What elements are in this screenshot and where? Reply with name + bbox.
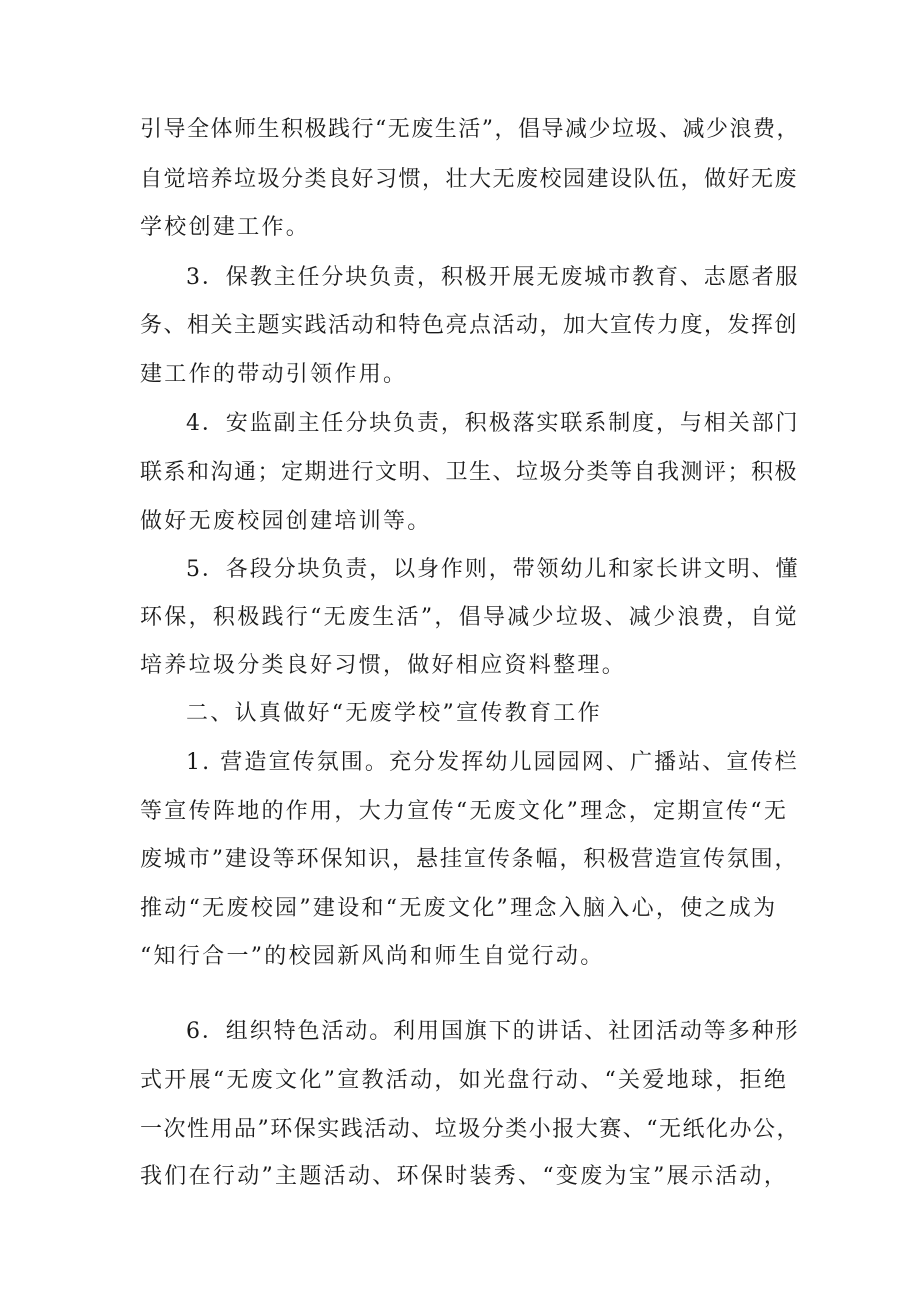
text-line: 做好无废校园创建培训等。 [140,509,432,534]
text-line: 3．保教主任分块负责，积极开展无废城市教育、志愿者服 [186,265,800,290]
text-line: 等宣传阵地的作用，大力宣传“无废文化”理念，定期宣传“无 [140,799,789,824]
text-line: 4．安监副主任分块负责，积极落实联系制度，与相关部门 [186,411,800,436]
text-line: 1. 营造宣传氛围。充分发挥幼儿园园网、广播站、宣传栏 [186,750,799,775]
text-line: 培养垃圾分类良好习惯，做好相应资料整理。 [140,653,627,678]
text-line: 推动“无废校园”建设和“无废文化”理念入脑入心，使之成为 [140,896,778,921]
text-line: 建工作的带动引领作用。 [140,362,408,387]
text-line: 5．各段分块负责，以身作则，带领幼儿和家长讲文明、懂 [186,557,800,582]
text-line: 引导全体师生积极践行“无废生活”，倡导减少垃圾、减少浪费， [140,117,800,142]
text-line: 务、相关主题实践活动和特色亮点活动，加大宣传力度，发挥创 [140,313,799,338]
text-line: 6．组织特色活动。利用国旗下的讲话、社团活动等多种形 [186,1019,800,1044]
text-line: 式开展“无废文化”宣教活动，如光盘行动、“关爱地球，拒绝 [140,1068,789,1093]
text-line: 我们在行动”主题活动、环保时装秀、“变废为宝”展示活动， [140,1164,789,1189]
section-heading: 二、认真做好“无废学校”宣传教育工作 [186,701,602,726]
text-line: 学校创建工作。 [140,215,311,240]
text-line: 废城市”建设等环保知识，悬挂宣传条幅，积极营造宣传氛围， [140,847,799,872]
text-line: 一次性用品”环保实践活动、垃圾分类小报大赛、“无纸化办公， [140,1117,800,1142]
text-line: 自觉培养垃圾分类良好习惯，壮大无废校园建设队伍，做好无废 [140,167,799,192]
text-line: 环保，积极践行“无废生活”，倡导减少垃圾、减少浪费，自觉 [140,605,799,630]
text-line: “知行合一”的校园新风尚和师生自觉行动。 [140,944,605,969]
text-line: 联系和沟通；定期进行文明、卫生、垃圾分类等自我测评；积极 [140,460,799,485]
